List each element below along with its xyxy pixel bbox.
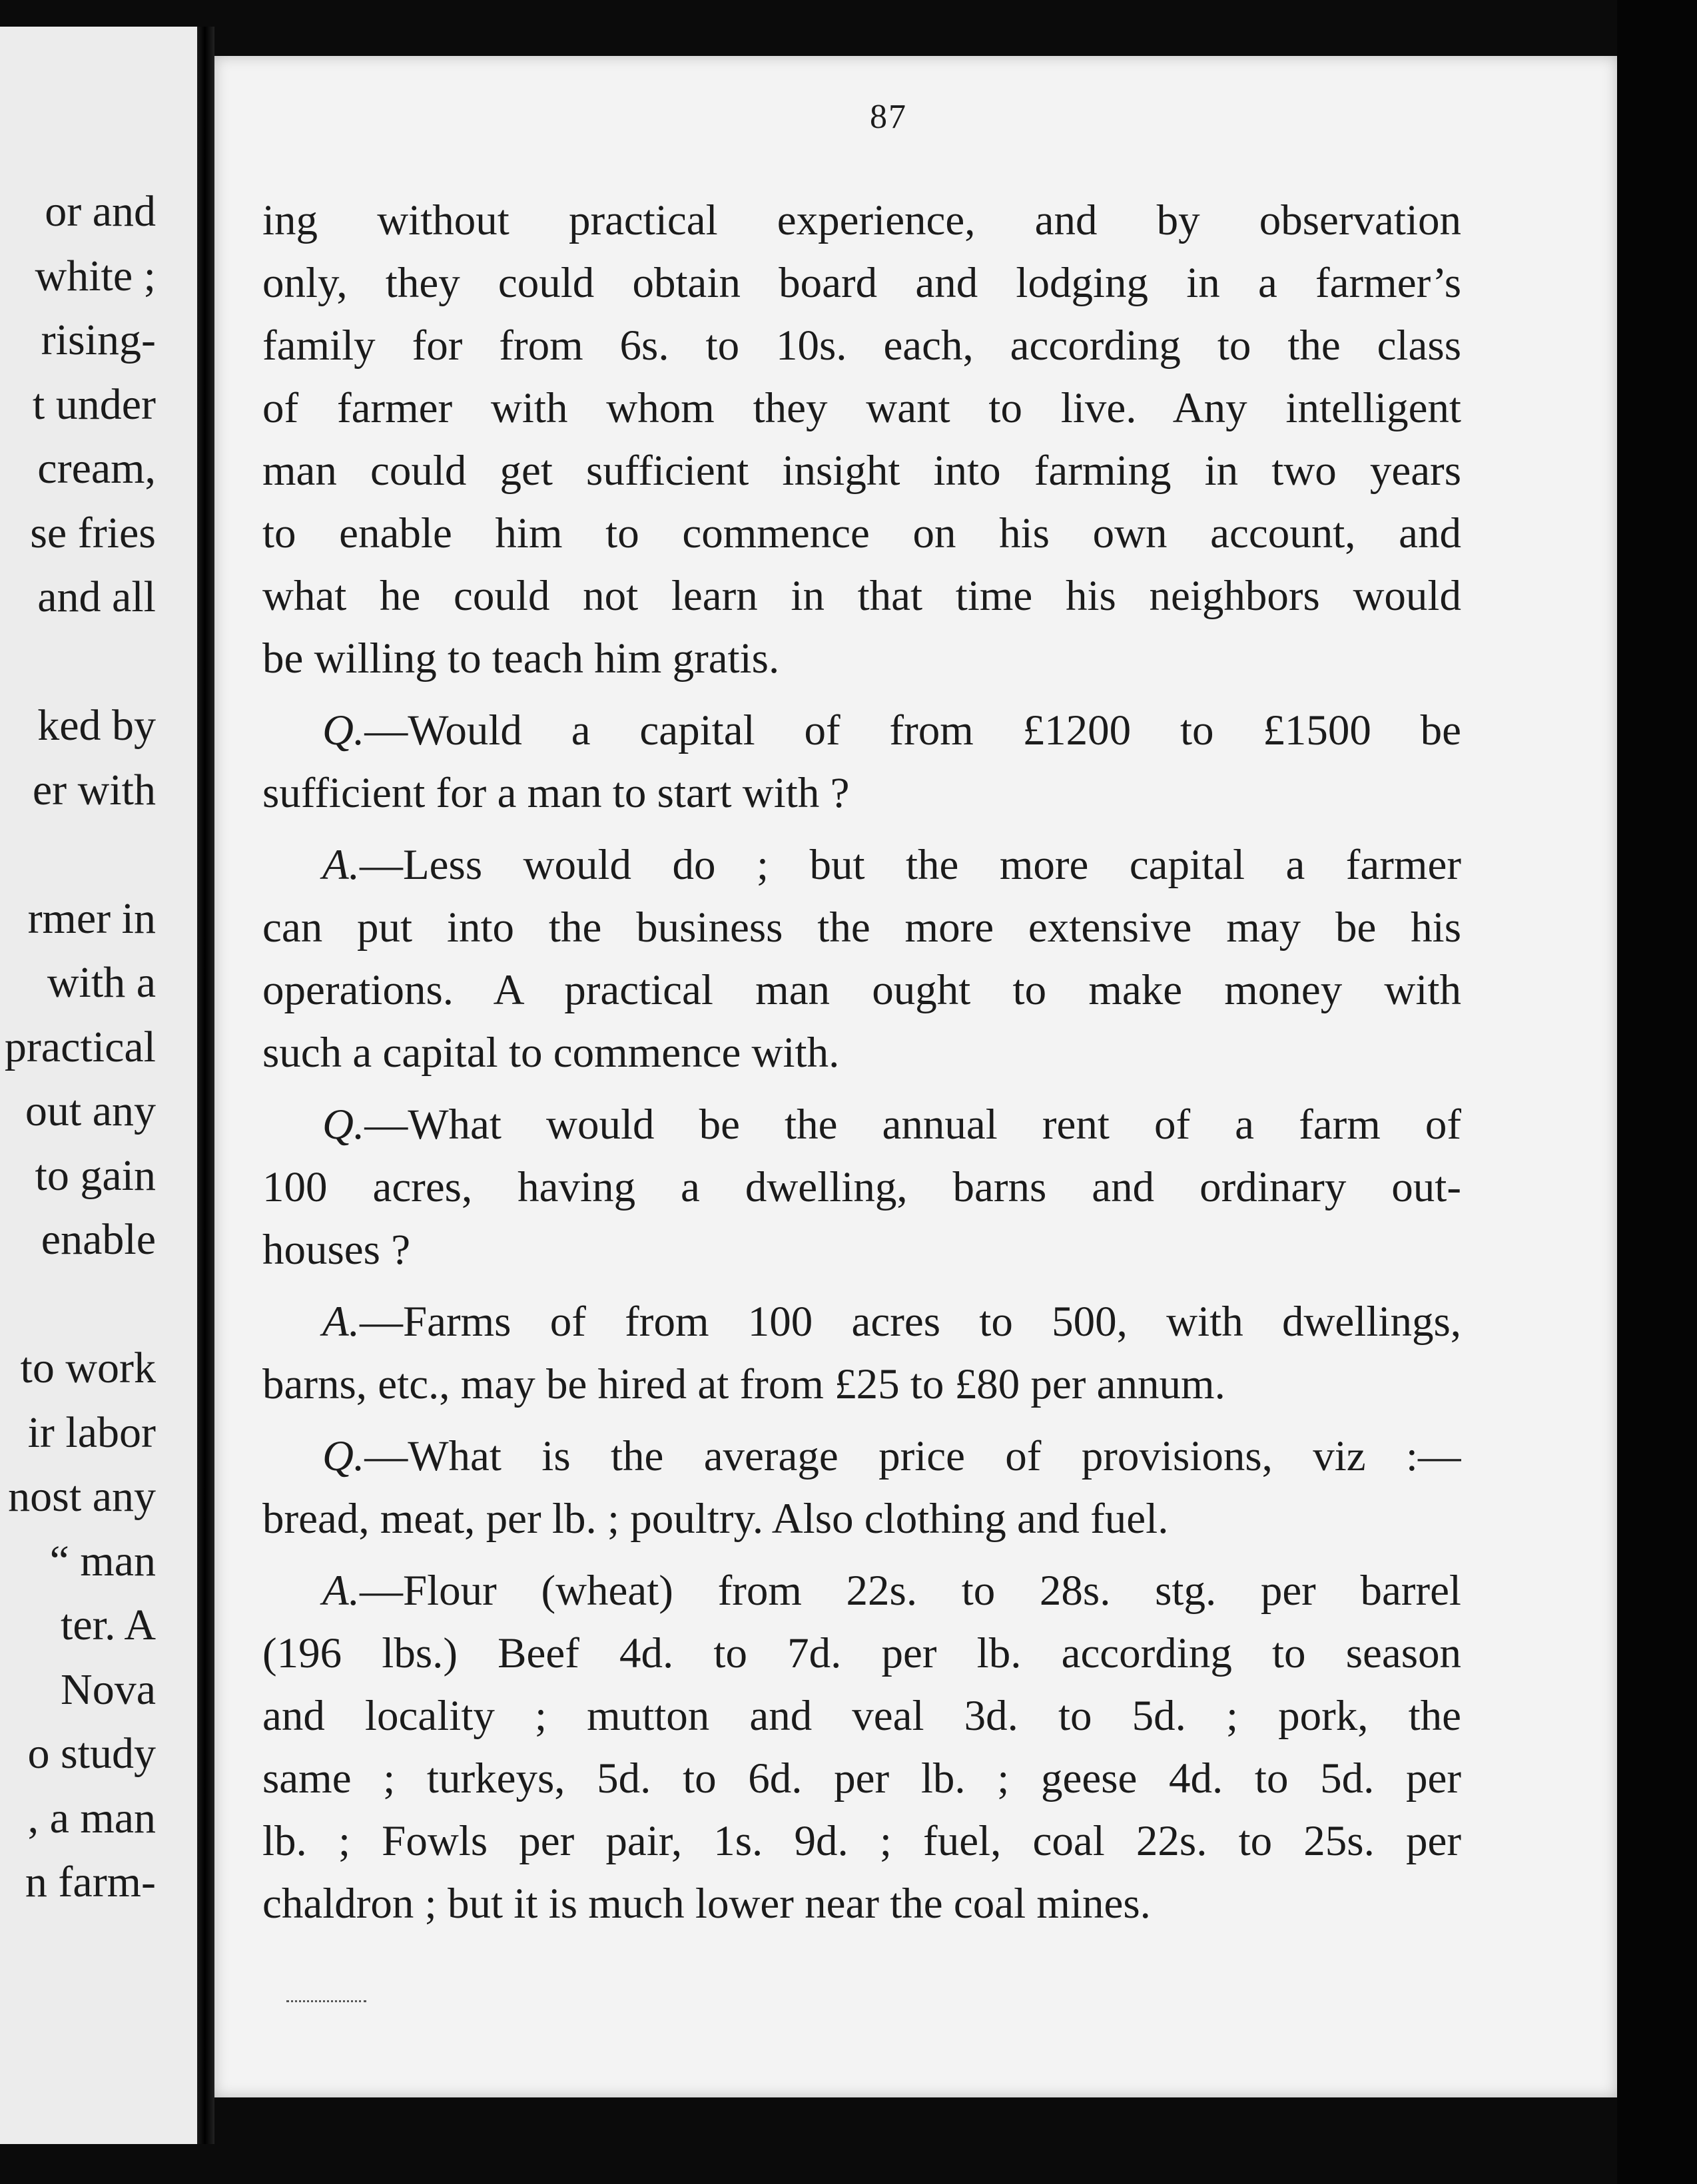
answer-label: A. bbox=[322, 841, 360, 889]
text-line bbox=[262, 439, 1461, 502]
previous-page-line: rmer in bbox=[27, 894, 156, 943]
text-line bbox=[262, 252, 1461, 314]
previous-page-line bbox=[0, 822, 156, 887]
text-line bbox=[262, 627, 1461, 690]
page-body-text bbox=[262, 189, 1461, 1935]
line-text: operations. A practical man ought to make money with bbox=[262, 966, 1461, 1014]
line-text: —Farms of from 100 acres to 500, with dwellings, bbox=[359, 1298, 1461, 1346]
text-line bbox=[262, 699, 1461, 762]
paragraph-gap bbox=[262, 1281, 1461, 1290]
line-text: chaldron ; but it is much lower near the coal mines. bbox=[262, 1880, 1151, 1928]
line-text: same ; turkeys, 5d. to 6d. per lb. ; geese 4d. to 5d. per bbox=[262, 1755, 1461, 1802]
question-label: Q. bbox=[322, 1432, 365, 1480]
question-paragraph bbox=[262, 1425, 1461, 1550]
previous-page-line: rising- bbox=[41, 316, 156, 364]
previous-page-strip bbox=[0, 27, 197, 2144]
text-line bbox=[262, 1488, 1461, 1550]
previous-page-line: to gain bbox=[35, 1151, 156, 1200]
line-text: man could get sufficient insight into farming in two years bbox=[262, 447, 1461, 495]
previous-page-line: to work bbox=[20, 1344, 156, 1392]
book-binding bbox=[197, 27, 214, 2144]
previous-page-line: ked by bbox=[37, 701, 156, 750]
previous-page-line: and all bbox=[37, 573, 156, 621]
text-line bbox=[262, 1559, 1461, 1622]
question-label: Q. bbox=[322, 1101, 365, 1149]
line-text: and locality ; mutton and veal 3d. to 5d. ; pork, the bbox=[262, 1692, 1461, 1740]
line-text: can put into the business the more extensive may be his bbox=[262, 904, 1461, 952]
line-text: houses ? bbox=[262, 1226, 411, 1274]
text-line bbox=[262, 896, 1461, 959]
line-text: —What would be the annual rent of a farm of bbox=[364, 1101, 1461, 1149]
answer-label: A. bbox=[322, 1298, 360, 1346]
line-text: 100 acres, having a dwelling, barns and ordinary out- bbox=[262, 1163, 1461, 1211]
previous-page-line: practical bbox=[4, 1022, 156, 1071]
line-text: —What is the average price of provisions, viz :— bbox=[364, 1432, 1461, 1480]
text-line bbox=[262, 1425, 1461, 1488]
previous-page-line: o study bbox=[27, 1729, 156, 1778]
text-line bbox=[262, 1021, 1461, 1084]
footer-rule bbox=[286, 2000, 366, 2004]
text-line bbox=[262, 565, 1461, 627]
text-line bbox=[262, 189, 1461, 252]
previous-page-line: out any bbox=[25, 1087, 156, 1135]
text-line bbox=[262, 1290, 1461, 1353]
previous-page-line: or and bbox=[45, 187, 156, 236]
text-line bbox=[262, 959, 1461, 1021]
text-line bbox=[262, 1685, 1461, 1747]
previous-page-line: er with bbox=[32, 765, 156, 814]
line-text: family for from 6s. to 10s. each, according to the class bbox=[262, 322, 1461, 370]
line-text: —Less would do ; but the more capital a farmer bbox=[359, 841, 1461, 889]
text-line bbox=[262, 1353, 1461, 1416]
line-text: —Flour (wheat) from 22s. to 28s. stg. per barrel bbox=[359, 1567, 1461, 1615]
text-line bbox=[262, 1872, 1461, 1935]
paragraph-gap bbox=[262, 824, 1461, 834]
answer-paragraph bbox=[262, 834, 1461, 1084]
question-paragraph bbox=[262, 699, 1461, 824]
answer-label: A. bbox=[322, 1567, 360, 1615]
previous-page-line: se fries bbox=[30, 508, 156, 557]
text-line bbox=[262, 1622, 1461, 1685]
scan-background bbox=[1617, 0, 1697, 2184]
paragraph-gap bbox=[262, 1084, 1461, 1093]
previous-page-line: cream, bbox=[37, 444, 156, 493]
previous-page-line: n farm- bbox=[25, 1858, 156, 1906]
previous-page-text bbox=[0, 180, 156, 1915]
paragraph-gap bbox=[262, 690, 1461, 699]
previous-page-line: enable bbox=[41, 1215, 156, 1264]
previous-page-line: ir labor bbox=[27, 1408, 156, 1457]
answer-paragraph bbox=[262, 1559, 1461, 1935]
line-text: such a capital to commence with. bbox=[262, 1029, 840, 1077]
previous-page-line: with a bbox=[47, 958, 156, 1007]
text-line bbox=[262, 502, 1461, 565]
line-text: ing without practical experience, and by observation bbox=[262, 196, 1461, 244]
text-line bbox=[262, 1810, 1461, 1872]
text-line bbox=[262, 377, 1461, 439]
previous-page-line: t under bbox=[32, 380, 156, 429]
paragraph-gap bbox=[262, 1550, 1461, 1559]
page-number: 87 bbox=[870, 98, 907, 136]
previous-page-line: ter. A bbox=[61, 1601, 156, 1649]
text-line bbox=[262, 1747, 1461, 1810]
line-text: be willing to teach him gratis. bbox=[262, 635, 780, 682]
previous-page-line: nost any bbox=[8, 1472, 156, 1521]
line-text: of farmer with whom they want to live. Any intelligent bbox=[262, 384, 1461, 432]
line-text: (196 lbs.) Beef 4d. to 7d. per lb. according to season bbox=[262, 1629, 1461, 1677]
text-line bbox=[262, 314, 1461, 377]
text-paragraph bbox=[262, 189, 1461, 690]
line-text: only, they could obtain board and lodging in a farmer’s bbox=[262, 259, 1461, 307]
line-text: to enable him to commence on his own account, and bbox=[262, 509, 1461, 557]
previous-page-line: Nova bbox=[61, 1665, 156, 1714]
text-line bbox=[262, 1093, 1461, 1156]
previous-page-line: , a man bbox=[27, 1793, 156, 1842]
line-text: barns, etc., may be hired at from £25 to £80 per annum. bbox=[262, 1360, 1225, 1408]
answer-paragraph bbox=[262, 1290, 1461, 1416]
line-text: —Would a capital of from £1200 to £1500 be bbox=[364, 706, 1461, 754]
question-label: Q. bbox=[322, 706, 365, 754]
line-text: lb. ; Fowls per pair, 1s. 9d. ; fuel, coal 22s. to 25s. per bbox=[262, 1817, 1461, 1865]
previous-page-line: “ man bbox=[49, 1536, 156, 1585]
line-text: what he could not learn in that time his neighbors would bbox=[262, 572, 1461, 620]
book-page bbox=[214, 56, 1617, 2097]
text-line bbox=[262, 834, 1461, 896]
previous-page-line bbox=[0, 1272, 156, 1337]
text-line bbox=[262, 1156, 1461, 1219]
previous-page-line bbox=[0, 630, 156, 694]
text-line bbox=[262, 762, 1461, 824]
paragraph-gap bbox=[262, 1416, 1461, 1425]
previous-page-line: white ; bbox=[35, 251, 156, 300]
line-text: bread, meat, per lb. ; poultry. Also clothing and fuel. bbox=[262, 1495, 1169, 1543]
question-paragraph bbox=[262, 1093, 1461, 1281]
line-text: sufficient for a man to start with ? bbox=[262, 769, 850, 817]
text-line bbox=[262, 1219, 1461, 1281]
